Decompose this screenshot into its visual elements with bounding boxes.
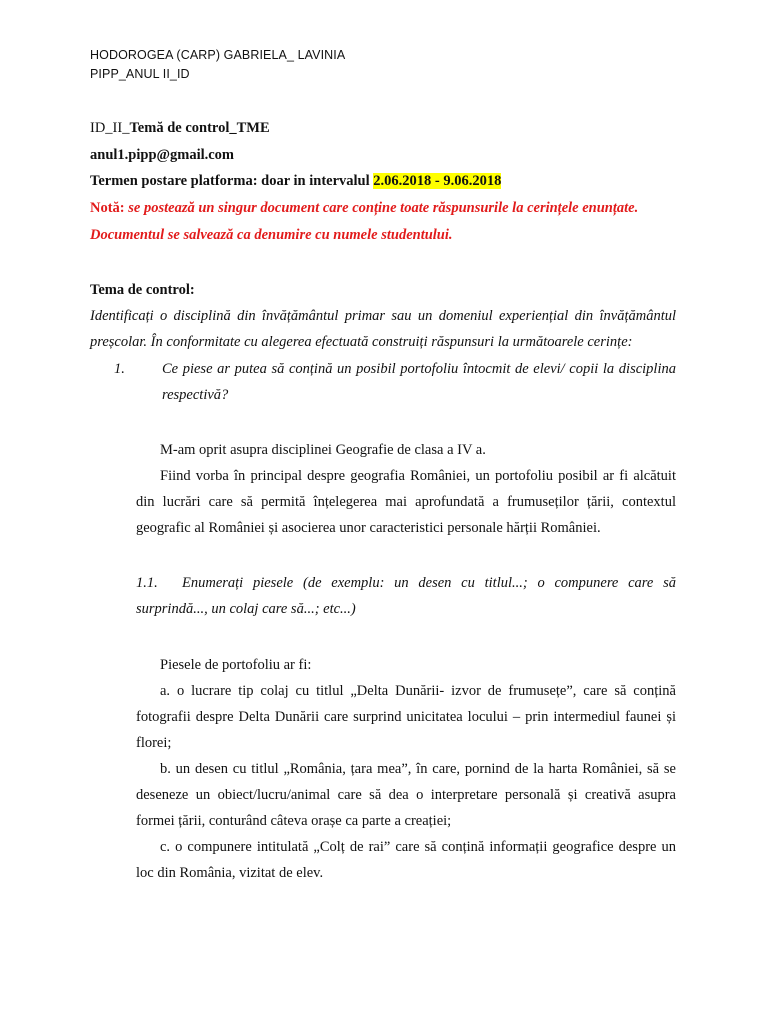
answer-11 [136,652,676,886]
answer-11-intro: Piesele de portofoliu ar fi: [160,657,312,673]
answer-1-paragraph-1: M-am oprit asupra disciplinei Geografie de clasa a IV a. [160,442,486,458]
answer-1-paragraph-2: Fiind vorba în principal despre geografia României, un portofoliu posibil ar fi alcătuit din lucrări care să permită înțelegerea mai aprofundată a frumuseților țării, contextul geografic al României și asocierea unor caracteristici personale hărții României. [136,468,676,536]
deadline-label: Termen postare platforma: doar in intervalul [90,173,374,189]
deadline-line [90,173,501,190]
program-name: PIPP_ANUL II_ID [90,67,190,81]
answer-1 [136,437,676,541]
note-line-2: Documentul se salvează ca denumire cu numele studentului. [90,227,453,243]
contact-email: anul1.pipp@gmail.com [90,147,235,163]
q1-number: 1. [114,361,125,377]
author-name: HODOROGEA (CARP) GABRIELA_ LAVINIA [90,48,346,62]
q11-text: Enumerați piesele (de exemplu: un desen cu titlul...; o compunere care să surprindă..., un colaj care să...; etc...) [136,575,676,617]
q1-text: Ce piese ar putea să conțină un posibil portofoliu întocmit de elevi/ copii la disciplina respectivă? [162,361,676,403]
title-prefix: ID_II_ [90,120,130,136]
task-heading: Tema de control: [90,282,195,298]
answer-11-item-c: c. o compunere intitulată „Colț de rai” care să conțină informații geografice despre un loc din România, vizitat de elev. [136,839,676,881]
note-line [90,200,638,217]
doc-title [90,120,270,137]
answer-11-item-a: a. o lucrare tip colaj cu titlul „Delta Dunării- izvor de frumusețe”, care să conțină fotografii despre Delta Dunării care surprind unicitatea locului – prin intermediul faunei și florei; [136,683,676,751]
task-intro: Identificați o disciplină din învățământul primar sau un domeniul experiențial din învățământul preșcolar. În conformitate cu alegerea efectuată construiți răspunsuri la următoarele cerințe: [90,308,676,350]
note-label: Notă: [90,200,129,216]
deadline-dates: 2.06.2018 - 9.06.2018 [373,173,502,189]
answer-11-item-b: b. un desen cu titlul „România, țara mea”, în care, pornind de la harta României, să se deseneze un obiect/lucru/animal care să dea o interpretare personală și creativă asupra formei țării, conturând câteva orașe ca parte a creației; [136,761,676,829]
note-text: se postează un singur document care conține toate răspunsurile la cerințele enunțate. [128,200,639,216]
q11-number: 1.1. [136,575,158,591]
title-bold: Temă de control_TME [129,120,270,136]
